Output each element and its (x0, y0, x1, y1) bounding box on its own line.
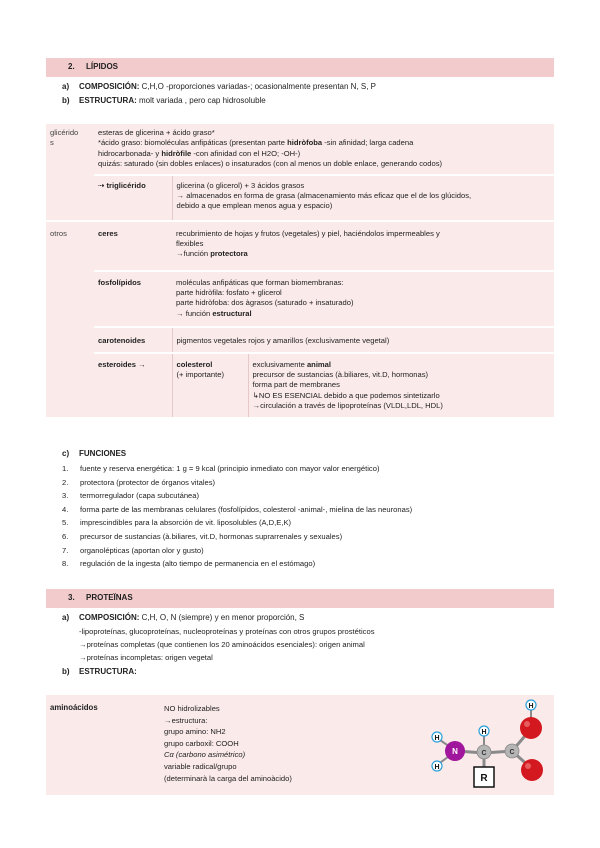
text-line: parte hidròfoba: dos àgrasos (saturado + insaturado) (176, 298, 354, 308)
section-number: 2. (68, 62, 75, 71)
funcion-item (62, 557, 542, 571)
trigliceridos-label: ⇢ triglicérido (94, 175, 172, 221)
oxygen-atom (520, 717, 542, 739)
text-line: hidrocarbonada- y hidròfile -con afinidad con el H2O; -OH-) (98, 148, 301, 158)
funcion-number: 8. (62, 559, 69, 569)
funcion-number: 5. (62, 518, 69, 528)
funcion-text: organolépticas (aportan olor y gusto) (80, 545, 204, 555)
aminoacidos-desc (164, 703, 292, 784)
funcion-text: protectora (protector de órganos vitales) (80, 477, 216, 487)
hydrogen-atom (432, 732, 442, 742)
svg-text:H: H (528, 703, 534, 710)
proteinas-line: →proteínas incompletas: origen vegetal (79, 653, 213, 662)
funcion-text: termorregulador (capa subcutánea) (80, 491, 200, 501)
hydrogen-atom (479, 726, 489, 736)
composicion-text: C,H, O, N (siempre) y en menor proporción, S (139, 613, 305, 622)
amino-acid-molecule-diagram (420, 695, 554, 795)
nitrogen-atom (445, 741, 465, 761)
text-line: glicerina (o glicerol) + 3 ácidos grasos (176, 180, 305, 190)
table-row (46, 271, 554, 327)
text-line: exclusivamente animal (252, 359, 332, 369)
funcion-item (62, 462, 542, 476)
svg-text:H: H (481, 729, 487, 736)
estructura-label: ESTRUCTURA: (79, 667, 137, 676)
funcion-number: 3. (62, 491, 69, 501)
ceres-desc (172, 221, 554, 271)
aminoacidos-box (46, 695, 554, 795)
lipidos-table (46, 124, 554, 417)
colesterol-label: colesterol (176, 359, 213, 369)
funcion-text: regulación de la ingesta (alto tiempo de permanencia en el estómago) (80, 559, 316, 569)
item-letter: a) (62, 613, 70, 622)
lipidos-composicion (62, 82, 376, 92)
text-line: debido a que emplean menos agua y espacio) (176, 201, 333, 211)
text-line: → almacenados en forma de grasa (almacenamiento más eficaz que el de los glúcidos, (176, 191, 472, 201)
funcion-text: forma parte de las membranas celulares (fosfolípidos, colesterol -animal-, mielina de las neuronas) (80, 504, 413, 514)
alpha-carbon-atom (477, 745, 491, 759)
text-line: →función protectora (176, 249, 248, 259)
ceres-label: ceres (94, 221, 172, 271)
oxygen-atom (521, 759, 543, 781)
funcion-number: 1. (62, 464, 69, 473)
proteinas-estructura (62, 667, 137, 677)
colesterol-cell (172, 353, 248, 417)
svg-text:H: H (434, 735, 440, 742)
text-line: (determinarà la carga del aminoàcido) (164, 773, 292, 783)
text-line: →estructura: (164, 715, 208, 725)
text-line: moléculas anfipáticas que forman biomembranas: (176, 277, 344, 287)
carotenoides-label: carotenoides (94, 327, 172, 353)
gliceridos-desc (94, 124, 554, 175)
item-letter: b) (62, 96, 70, 105)
funcion-number: 7. (62, 545, 69, 555)
text-line: ↳NO ES ESENCIAL debido a que podemos sintetizarlo (252, 390, 440, 400)
funcion-item (62, 530, 542, 544)
funcion-number: 6. (62, 531, 69, 541)
table-row (46, 353, 554, 417)
funcion-item (62, 544, 542, 558)
text-line: Cα (carbono asimétrico) (164, 750, 246, 760)
table-row (46, 327, 554, 353)
svg-text:N: N (452, 747, 458, 756)
text-line: parte hidròfila: fosfato + glicerol (176, 288, 282, 298)
svg-text:R: R (480, 773, 488, 784)
item-letter: c) (62, 449, 70, 458)
item-letter: a) (62, 82, 70, 91)
text-line: forma part de membranes (252, 380, 340, 390)
fosfolipidos-desc (172, 271, 554, 327)
funcion-item (62, 476, 542, 490)
text-line: precursor de sustancias (à.biliares, vit.D, hormonas) (252, 370, 429, 380)
funciones-list (62, 462, 542, 571)
section-header-proteinas (46, 589, 554, 608)
section-title: PROTEÏNAS (86, 593, 133, 602)
funcion-item (62, 489, 542, 503)
row-header-otros: otros (46, 221, 94, 417)
proteinas-line: →proteínas completas (que contienen los 20 aminoácidos esenciales): origen animal (79, 640, 365, 649)
colesterol-desc (248, 353, 554, 417)
text-line: variable radical/grupo (164, 761, 237, 771)
estructura-label: ESTRUCTURA: (79, 96, 137, 105)
svg-text:C: C (509, 749, 515, 756)
table-row (46, 124, 554, 175)
text-line: esteras de glicerina + ácido graso* (98, 128, 215, 137)
text-line: *ácido graso: biomoléculas anfipáticas (presentan parte hidròfoba -sin afinidad; larga cadena (98, 138, 414, 148)
text-line: grupo carboxil: COOH (164, 738, 239, 748)
funcion-text: imprescindibles para la absorción de vit. liposolubles (A,D,E,K) (80, 518, 292, 528)
aminoacidos-title: aminoácidos (50, 703, 98, 712)
text-line: grupo amino: NH2 (164, 727, 226, 737)
hydrogen-atom (432, 761, 442, 771)
funcion-number: 4. (62, 504, 69, 514)
funcion-item (62, 516, 542, 530)
text-line: NO hidrolizables (164, 704, 220, 713)
colesterol-sub: (+ importante) (176, 370, 224, 380)
funcion-number: 2. (62, 477, 69, 487)
funcion-text: fuente y reserva energética: 1 g = 9 kcal (principio inmediato con mayor valor energético) (80, 464, 380, 473)
item-letter: b) (62, 667, 70, 676)
text-line: →circulación a través de lipoproteínas (VLDL,LDL, HDL) (252, 401, 443, 411)
section-header-lipidos (46, 58, 554, 77)
text-line: quizás: saturado (sin dobles enlaces) o insaturados (con al menos un doble enlace, generando codos) (98, 159, 443, 169)
proteinas-composicion (62, 613, 304, 623)
funciones-label: FUNCIONES (79, 449, 127, 458)
carotenoides-desc: pigmentos vegetales rojos y amarillos (exclusivamente vegetal) (172, 327, 554, 353)
funcion-text: precursor de sustancias (à.biliares, vit.D, hormonas suprarrenales y sexuales) (80, 531, 343, 541)
row-header-gliceridos: glicérido s (46, 124, 94, 221)
fosfolipidos-label: fosfolípidos (94, 271, 172, 327)
text-line: → función estructural (176, 308, 252, 318)
esteroides-label: esteroides → (94, 353, 172, 417)
r-group-box (474, 767, 494, 787)
proteinas-line: -lipoproteínas, glucoproteínas, nucleoproteínas y proteínas con otros grupos prostéticos (79, 627, 375, 636)
trigliceridos-desc (172, 175, 554, 221)
funciones-title (62, 449, 126, 459)
funcion-item (62, 503, 542, 517)
section-number: 3. (68, 593, 75, 602)
svg-text:H: H (434, 764, 440, 771)
svg-text:C: C (481, 750, 487, 757)
lipidos-estructura (62, 96, 266, 106)
hydrogen-atom (526, 700, 536, 710)
carboxyl-carbon-atom (505, 744, 519, 758)
table-row (46, 175, 554, 221)
composicion-label: COMPOSICIÓN: (79, 613, 140, 622)
text-line: recubrimiento de hojas y frutos (vegetales) y piel, haciéndolos impermeables y (176, 228, 440, 238)
section-title: LÍPIDOS (86, 62, 119, 71)
estructura-text: molt variada , pero cap hidrosoluble (136, 96, 266, 105)
composicion-text: C,H,O -proporciones variadas-; ocasionalmente presentan N, S, P (139, 82, 377, 91)
table-row (46, 221, 554, 271)
composicion-label: COMPOSICIÓN: (79, 82, 140, 91)
text-line: flexibles (176, 239, 204, 249)
